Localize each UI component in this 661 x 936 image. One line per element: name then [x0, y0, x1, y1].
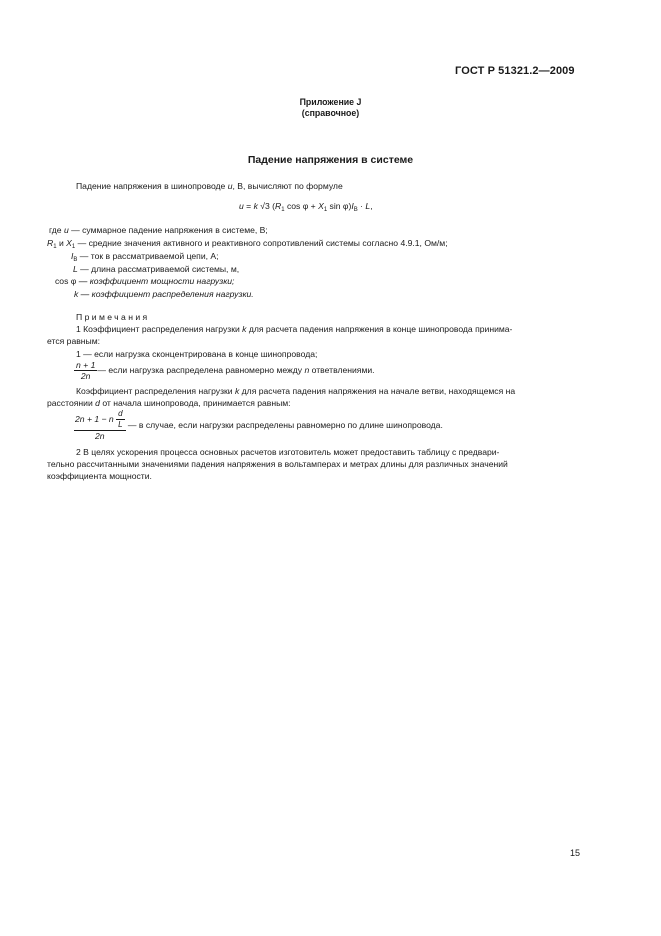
page-number: 15 [570, 848, 581, 858]
annex-title: Приложение J [299, 97, 362, 107]
para2-line2: расстоянии d от начала шинопровода, принимается равным: [47, 398, 291, 408]
note2-line2: тельно рассчитанными значениями падения напряжения в вольтамперах и метрах длины для различных значений [47, 459, 508, 469]
note2-line3: коэффициента мощности. [47, 471, 152, 481]
definition-r-x: $R_1$ и $X_1$ — средние значения активного и реактивного сопротивлений системы согласно 4.9.1, Ом/м; [47, 238, 448, 250]
para2-formula: 2n + 1 − n $\frac{d}{L}$ 2n — в случае, если нагрузки распределены равномерно по длине шинопровода. [75, 409, 443, 441]
standard-header: ГОСТ Р 51321.2—2009 [455, 65, 575, 77]
definition-k: k — коэффициент распределения нагрузки. [74, 289, 254, 299]
note1-case1: 1 — если нагрузка сконцентрирована в конце шинопровода; [76, 349, 318, 359]
definition-cos: cos φ — коэффициент мощности нагрузки; [55, 276, 235, 286]
para2-line1: Коэффициент распределения нагрузки k для расчета падения напряжения на начале ветви, находящемся на [76, 386, 516, 396]
section-title: Падение напряжения в системе [247, 154, 414, 166]
annex-subtitle: (справочное) [301, 108, 360, 118]
note1-line1: 1 Коэффициент распределения нагрузки k для расчета падения напряжения в конце шинопровода принима- [76, 324, 513, 334]
definition-u: где u — суммарное падение напряжения в системе, В; [49, 225, 268, 235]
note1-case2: $\frac{n + 1}{2n}$ — если нагрузка распределена равномерно между n ответвлениями. [76, 360, 375, 381]
voltage-drop-formula: u = k √3 ($R_1$ $\cos \varphi + X_1$ $\sin \varphi)I_B \cdot L$, [239, 201, 373, 213]
note2-line1: 2 В целях ускорения процесса основных расчетов изготовитель может предоставить таблицу с предвари- [76, 447, 500, 457]
definition-l: L — длина рассматриваемой системы, м, [73, 264, 240, 274]
note1-line2: ется равным: [47, 336, 101, 346]
definition-i: $I_B$ — ток в рассматриваемой цепи, А; [71, 251, 219, 263]
notes-heading: Примечания [76, 312, 150, 322]
intro-paragraph: Падение напряжения в шинопроводе u, В, вычисляют по формуле [76, 181, 343, 191]
fraction-n-plus-1-over-2n: $\frac{n + 1}{2n}$ [76, 360, 96, 381]
